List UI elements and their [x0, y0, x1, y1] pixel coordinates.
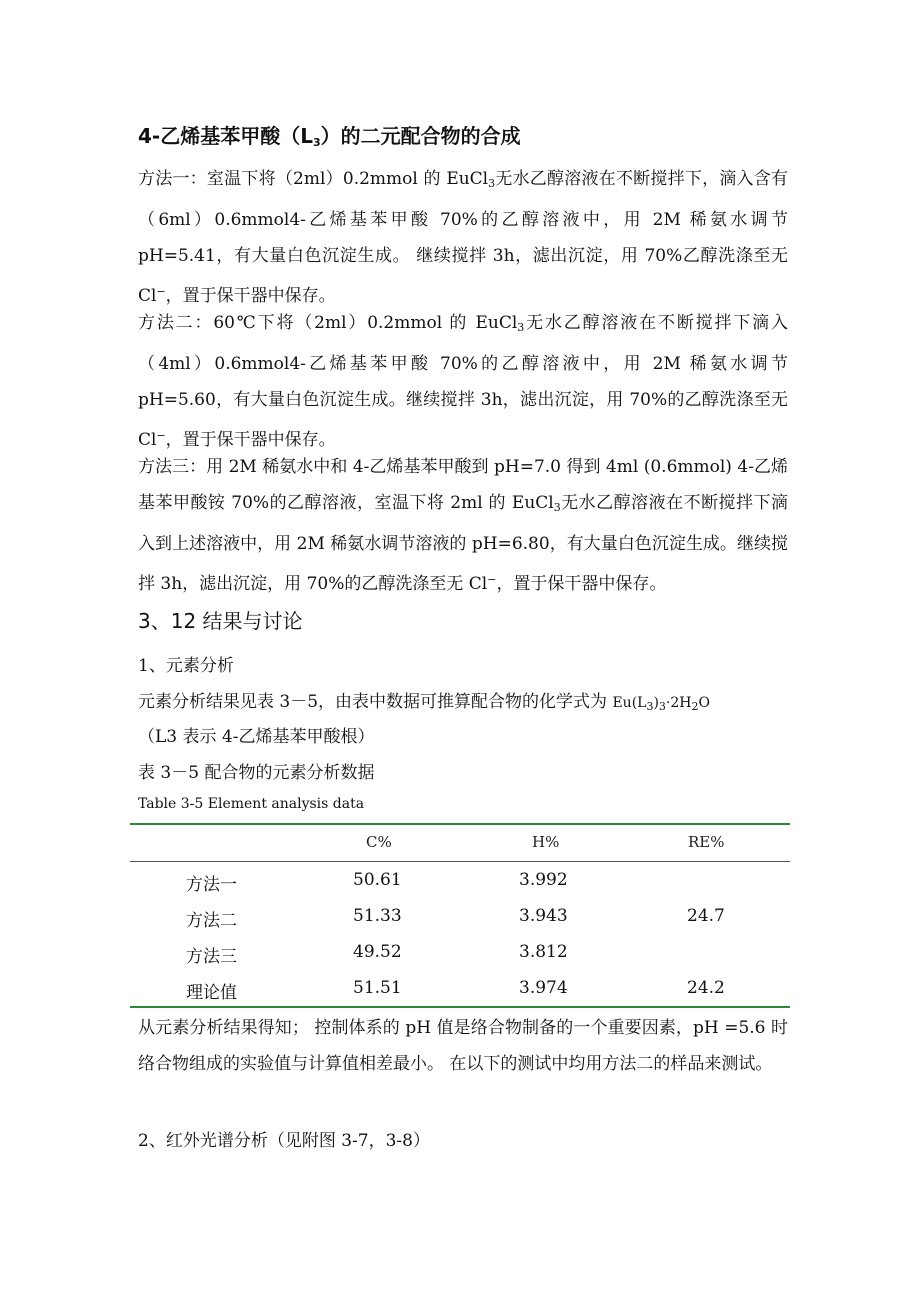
cell-c: 49.52: [353, 942, 402, 962]
table-header-divider: [130, 861, 790, 862]
row-label: 方法二: [186, 911, 237, 931]
cell-c: 51.33: [353, 906, 402, 926]
cell-h: 3.943: [519, 906, 568, 926]
table-top-rule: [130, 823, 790, 825]
table-bottom-rule: [130, 1006, 790, 1008]
table-header-re: RE%: [688, 833, 725, 851]
conclusion-paragraph: 从元素分析结果得知； 控制体系的 pH 值是络合物制备的一个重要因素，pH =5.6 时络合物组成的实验值与计算值相差最小。 在以下的测试中均用方法二的样品来测试。: [138, 1018, 788, 1074]
ligand-note: （L3 表示 4-乙烯基苯甲酸根）: [138, 727, 375, 747]
row-label: 方法一: [186, 875, 237, 895]
method-one-paragraph: 方法一：室温下将（2ml）0.2mmol 的 EuCl$_3$无水乙醇溶液在不断搅拌下，滴入含有（6ml）0.6mmol4-乙烯基苯甲酸 70%的乙醇溶液中，用 2M 稀氨水调节 pH=5.41，有大量白色沉淀生成。 继续搅拌 3h，滤出沉淀，用 70%乙醇洗涤至无 Cl−，置于保干器中保存。: [138, 169, 788, 306]
table-header-c: C%: [366, 833, 392, 851]
cell-c: 51.51: [353, 978, 402, 998]
method-two-paragraph: 方法二：60℃下将（2ml）0.2mmol 的 EuCl$_3$无水乙醇溶液在不断搅拌下滴入（4ml）0.6mmol4-乙烯基苯甲酸 70%的乙醇溶液中，用 2M 稀氨水调节 pH=5.60，有大量白色沉淀生成。继续搅拌 3h，滤出沉淀，用 70%的乙醇洗涤至无 Cl−，置于保干器中保存。: [138, 313, 788, 450]
table-header-h: H%: [532, 833, 560, 851]
cell-re: 24.2: [687, 978, 725, 998]
section-heading: 4-乙烯基苯甲酸$(L_3)$的二元配合物的合成: [138, 124, 521, 149]
table-caption-en: Table 3-5 Element analysis data: [138, 796, 365, 812]
element-analysis-text: 元素分析结果见表 3－5，由表中数据可推算配合物的化学式为 $Eu(L_3)_3\cdot 2H_2O$: [138, 692, 710, 713]
results-heading: 3、12 结果与讨论: [138, 609, 303, 633]
cell-c: 50.61: [353, 870, 402, 890]
chemical-formula: $Eu(L_3)_3\cdot 2H_2O$: [612, 695, 710, 713]
element-analysis-title: 1、元素分析: [138, 656, 234, 676]
cell-h: 3.974: [519, 978, 568, 998]
row-label: 理论值: [186, 983, 237, 1003]
cell-h: 3.812: [519, 942, 568, 962]
cell-h: 3.992: [519, 870, 568, 890]
ir-analysis-title: 2、红外光谱分析（见附图 3-7，3-8）: [138, 1131, 430, 1151]
method-three-paragraph: 方法三：用 2M 稀氨水中和 4-乙烯基苯甲酸到 pH=7.0 得到 4ml (0.6mmol) 4-乙烯基苯甲酸铵 70%的乙醇溶液，室温下将 2ml 的 EuCl$_3$无水乙醇溶液在不断搅拌下滴入到上述溶液中，用 2M 稀氨水调节溶液的 pH=6.80，有大量白色沉淀生成。继续搅拌 3h，滤出沉淀，用 70%的乙醇洗涤至无 Cl−，置于保干器中保存。: [138, 457, 788, 594]
table-caption-cn: 表 3－5 配合物的元素分析数据: [138, 763, 375, 783]
cell-re: 24.7: [687, 906, 725, 926]
row-label: 方法三: [186, 947, 237, 967]
